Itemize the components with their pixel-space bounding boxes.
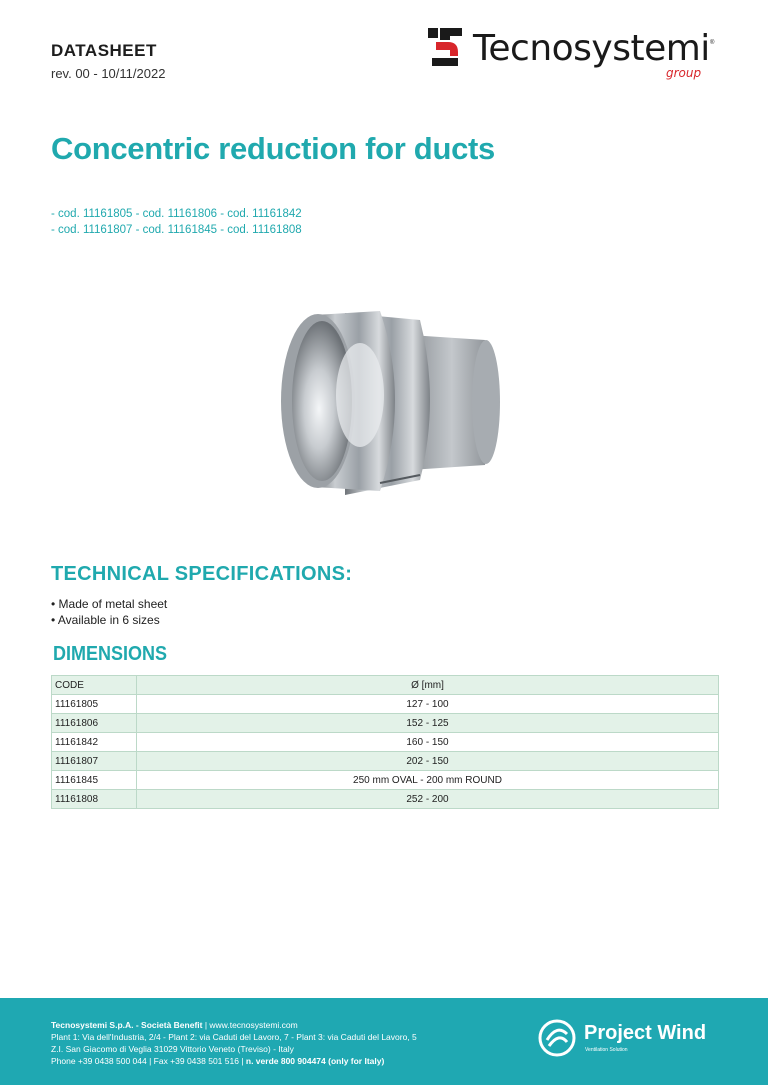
table-row bbox=[52, 714, 719, 733]
specification-item: • Made of metal sheet bbox=[51, 597, 168, 611]
logo-wordmark: Tecnosystemi bbox=[473, 28, 710, 69]
footer-address: Z.I. San Giacomo di Veglia 31029 Vittorio Veneto (Treviso) - Italy bbox=[51, 1044, 294, 1054]
column-header-diameter: Ø [mm] bbox=[137, 676, 719, 695]
cell-code: 11161845 bbox=[52, 771, 137, 790]
footer-contact-info bbox=[51, 1019, 417, 1067]
footer-company-line bbox=[51, 1019, 417, 1031]
footer-website[interactable]: | www.tecnosystemi.com bbox=[202, 1020, 298, 1030]
specification-item: • Available in 6 sizes bbox=[51, 613, 160, 627]
footer-phone-line bbox=[51, 1055, 417, 1067]
tecnosystemi-logo-icon bbox=[428, 28, 462, 66]
cell-diameter: 127 - 100 bbox=[137, 695, 719, 714]
specifications-list bbox=[51, 596, 167, 628]
cell-code: 11161808 bbox=[52, 790, 137, 809]
cell-code: 11161806 bbox=[52, 714, 137, 733]
cell-code: 11161807 bbox=[52, 752, 137, 771]
cell-diameter: 252 - 200 bbox=[137, 790, 719, 809]
project-wind-icon bbox=[537, 1018, 577, 1058]
cell-diameter: 202 - 150 bbox=[137, 752, 719, 771]
project-wind-tagline: Ventilation Solution bbox=[585, 1047, 628, 1053]
cell-diameter: 152 - 125 bbox=[137, 714, 719, 733]
cell-diameter: 250 mm OVAL - 200 mm ROUND bbox=[137, 771, 719, 790]
product-codes-line-1: - cod. 11161805 - cod. 11161806 - cod. 11161842 bbox=[51, 208, 302, 220]
table-row bbox=[52, 790, 719, 809]
footer-plants: Plant 1: Via dell'Industria, 2/4 - Plant 2: via Caduti del Lavoro, 7 - Plant 3: via Caduti del Lavoro, 5 bbox=[51, 1032, 417, 1042]
project-wind-name: Project Wind bbox=[584, 1022, 707, 1044]
page-title: Concentric reduction for ducts bbox=[51, 131, 495, 166]
cell-code: 11161805 bbox=[52, 695, 137, 714]
logo-group-text: group bbox=[666, 66, 702, 80]
revision-date: rev. 00 - 10/11/2022 bbox=[51, 66, 166, 81]
table-row bbox=[52, 695, 719, 714]
dimensions-table bbox=[51, 675, 719, 809]
project-wind-logo bbox=[537, 1018, 727, 1062]
tecnosystemi-logo bbox=[428, 28, 728, 88]
cell-code: 11161842 bbox=[52, 733, 137, 752]
footer-toll-free: n. verde 800 904474 (only for Italy) bbox=[243, 1056, 385, 1066]
table-row bbox=[52, 752, 719, 771]
footer-phone-fax: Phone +39 0438 500 044 | Fax +39 0438 501 516 | bbox=[51, 1056, 244, 1066]
technical-specifications-heading: TECHNICAL SPECIFICATIONS: bbox=[51, 563, 353, 585]
logo-registered-mark: ® bbox=[710, 40, 715, 46]
cell-diameter: 160 - 150 bbox=[137, 733, 719, 752]
dimensions-heading: DIMENSIONS bbox=[53, 643, 168, 665]
table-row bbox=[52, 733, 719, 752]
product-codes bbox=[51, 206, 302, 238]
datasheet-label: DATASHEET bbox=[51, 41, 157, 60]
table-row bbox=[52, 771, 719, 790]
column-header-code: CODE bbox=[52, 676, 137, 695]
footer bbox=[0, 998, 768, 1085]
table-header-row bbox=[52, 676, 719, 695]
footer-company-name: Tecnosystemi S.p.A. - Società Benefit bbox=[51, 1020, 203, 1030]
product-image bbox=[270, 295, 510, 505]
product-codes-line-2: - cod. 11161807 - cod. 11161845 - cod. 11161808 bbox=[51, 224, 302, 236]
